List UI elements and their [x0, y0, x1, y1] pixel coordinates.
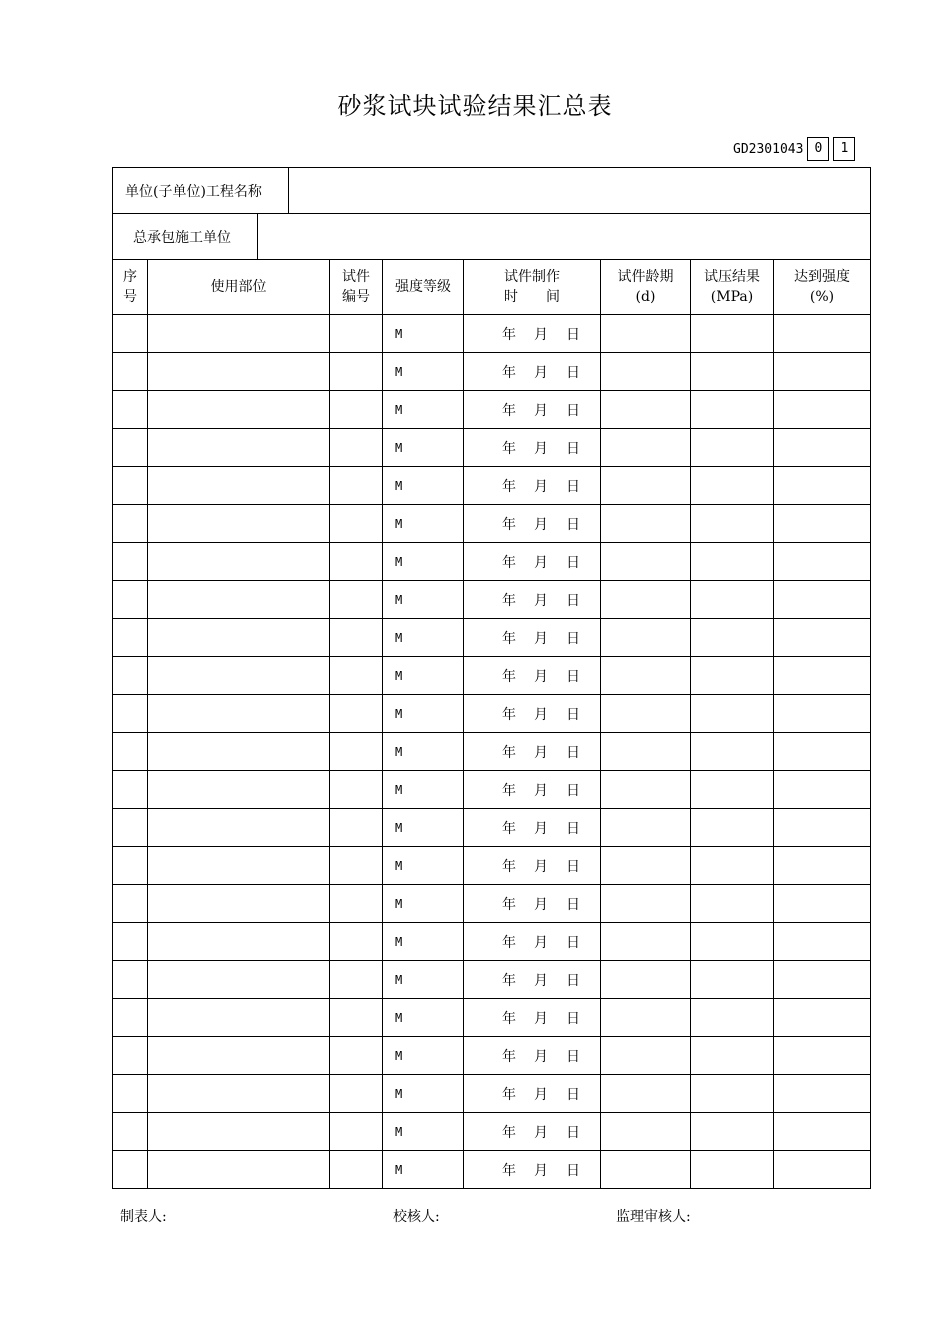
table-row	[113, 505, 871, 543]
specimen-no-cell[interactable]	[330, 619, 383, 657]
header-location: 使用部位	[148, 260, 330, 315]
location-cell[interactable]	[148, 1113, 330, 1151]
specimen-no-cell[interactable]	[330, 391, 383, 429]
age-cell[interactable]	[601, 771, 691, 809]
age-cell[interactable]	[601, 733, 691, 771]
made-date-cell[interactable]: 年 月 日	[464, 619, 601, 657]
seq-cell[interactable]	[113, 315, 148, 353]
age-cell[interactable]	[601, 847, 691, 885]
location-cell[interactable]	[148, 695, 330, 733]
result-cell[interactable]	[691, 809, 774, 847]
footer-maker: 制表人:	[120, 1209, 167, 1225]
seq-cell[interactable]	[113, 733, 148, 771]
age-cell[interactable]	[601, 353, 691, 391]
result-cell[interactable]	[691, 353, 774, 391]
made-date-cell[interactable]: 年 月 日	[464, 771, 601, 809]
location-cell[interactable]	[148, 315, 330, 353]
grade-cell[interactable]: M	[383, 1113, 464, 1151]
made-date-cell[interactable]: 年 月 日	[464, 1075, 601, 1113]
seq-cell[interactable]	[113, 1075, 148, 1113]
grade-cell[interactable]: M	[383, 391, 464, 429]
made-date-cell[interactable]: 年 月 日	[464, 1151, 601, 1189]
grade-cell[interactable]: M	[383, 543, 464, 581]
reach-cell[interactable]	[774, 391, 871, 429]
result-cell[interactable]	[691, 771, 774, 809]
grade-cell[interactable]: M	[383, 885, 464, 923]
reach-cell[interactable]	[774, 315, 871, 353]
reach-cell[interactable]	[774, 581, 871, 619]
location-cell[interactable]	[148, 1151, 330, 1189]
specimen-no-cell[interactable]	[330, 1151, 383, 1189]
result-cell[interactable]	[691, 1075, 774, 1113]
table-row	[113, 391, 871, 429]
grade-cell[interactable]: M	[383, 1037, 464, 1075]
location-cell[interactable]	[148, 771, 330, 809]
location-cell[interactable]	[148, 999, 330, 1037]
specimen-no-cell[interactable]	[330, 1113, 383, 1151]
location-cell[interactable]	[148, 809, 330, 847]
result-cell[interactable]	[691, 619, 774, 657]
age-cell[interactable]	[601, 581, 691, 619]
reach-cell[interactable]	[774, 1151, 871, 1189]
table-row	[113, 733, 871, 771]
result-cell[interactable]	[691, 999, 774, 1037]
reach-cell[interactable]	[774, 467, 871, 505]
location-cell[interactable]	[148, 391, 330, 429]
result-cell[interactable]	[691, 543, 774, 581]
specimen-no-cell[interactable]	[330, 581, 383, 619]
age-cell[interactable]	[601, 885, 691, 923]
reach-cell[interactable]	[774, 695, 871, 733]
specimen-no-cell[interactable]	[330, 1075, 383, 1113]
grade-cell[interactable]: M	[383, 657, 464, 695]
location-cell[interactable]	[148, 543, 330, 581]
location-cell[interactable]	[148, 353, 330, 391]
specimen-no-cell[interactable]	[330, 733, 383, 771]
location-cell[interactable]	[148, 429, 330, 467]
result-cell[interactable]	[691, 315, 774, 353]
reach-cell[interactable]	[774, 961, 871, 999]
reach-cell[interactable]	[774, 619, 871, 657]
age-cell[interactable]	[601, 315, 691, 353]
seq-cell[interactable]	[113, 505, 148, 543]
seq-cell[interactable]	[113, 999, 148, 1037]
seq-cell[interactable]	[113, 1151, 148, 1189]
seq-cell[interactable]	[113, 581, 148, 619]
seq-cell[interactable]	[113, 695, 148, 733]
reach-cell[interactable]	[774, 847, 871, 885]
grade-cell[interactable]: M	[383, 581, 464, 619]
grade-cell[interactable]: M	[383, 847, 464, 885]
location-cell[interactable]	[148, 619, 330, 657]
table-row	[113, 809, 871, 847]
location-cell[interactable]	[148, 1075, 330, 1113]
age-cell[interactable]	[601, 619, 691, 657]
result-cell[interactable]	[691, 581, 774, 619]
table-row	[113, 1075, 871, 1113]
made-date-cell[interactable]: 年 月 日	[464, 733, 601, 771]
specimen-no-cell[interactable]	[330, 961, 383, 999]
header-seq: 序 号	[113, 260, 148, 315]
form-code-text: GD2301043	[733, 141, 804, 157]
age-cell[interactable]	[601, 467, 691, 505]
contractor-row	[113, 214, 871, 260]
location-cell[interactable]	[148, 885, 330, 923]
specimen-no-cell[interactable]	[330, 885, 383, 923]
age-cell[interactable]	[601, 1113, 691, 1151]
contractor-label: 总承包施工单位	[113, 214, 258, 259]
location-cell[interactable]	[148, 961, 330, 999]
made-date-cell[interactable]: 年 月 日	[464, 353, 601, 391]
age-cell[interactable]	[601, 923, 691, 961]
table-row	[113, 1113, 871, 1151]
specimen-no-cell[interactable]	[330, 315, 383, 353]
made-date-cell[interactable]: 年 月 日	[464, 923, 601, 961]
seq-cell[interactable]	[113, 543, 148, 581]
reach-cell[interactable]	[774, 429, 871, 467]
project-name-label: 单位(子单位)工程名称	[113, 168, 289, 213]
seq-cell[interactable]	[113, 847, 148, 885]
seq-cell[interactable]	[113, 429, 148, 467]
form-code	[733, 137, 855, 161]
reach-cell[interactable]	[774, 1113, 871, 1151]
result-cell[interactable]	[691, 695, 774, 733]
location-cell[interactable]	[148, 657, 330, 695]
result-cell[interactable]	[691, 1113, 774, 1151]
result-cell[interactable]	[691, 657, 774, 695]
location-cell[interactable]	[148, 505, 330, 543]
seq-cell[interactable]	[113, 923, 148, 961]
result-cell[interactable]	[691, 1037, 774, 1075]
result-cell[interactable]	[691, 961, 774, 999]
age-cell[interactable]	[601, 543, 691, 581]
table-row	[113, 771, 871, 809]
specimen-no-cell[interactable]	[330, 543, 383, 581]
grade-cell[interactable]: M	[383, 961, 464, 999]
reach-cell[interactable]	[774, 923, 871, 961]
location-cell[interactable]	[148, 581, 330, 619]
grade-cell[interactable]: M	[383, 923, 464, 961]
seq-cell[interactable]	[113, 619, 148, 657]
footer-supervisor: 监理审核人:	[616, 1209, 691, 1225]
age-cell[interactable]	[601, 961, 691, 999]
table-row	[113, 961, 871, 999]
made-date-cell[interactable]: 年 月 日	[464, 1113, 601, 1151]
grade-cell[interactable]: M	[383, 467, 464, 505]
reach-cell[interactable]	[774, 353, 871, 391]
specimen-no-cell[interactable]	[330, 923, 383, 961]
reach-cell[interactable]	[774, 733, 871, 771]
age-cell[interactable]	[601, 391, 691, 429]
location-cell[interactable]	[148, 733, 330, 771]
made-date-cell[interactable]: 年 月 日	[464, 847, 601, 885]
result-cell[interactable]	[691, 885, 774, 923]
reach-cell[interactable]	[774, 809, 871, 847]
table-row	[113, 429, 871, 467]
age-cell[interactable]	[601, 657, 691, 695]
table-row	[113, 315, 871, 353]
table-row	[113, 657, 871, 695]
age-cell[interactable]	[601, 1075, 691, 1113]
made-date-cell[interactable]: 年 月 日	[464, 543, 601, 581]
table-row	[113, 999, 871, 1037]
specimen-no-cell[interactable]	[330, 847, 383, 885]
specimen-no-cell[interactable]	[330, 505, 383, 543]
reach-cell[interactable]	[774, 1037, 871, 1075]
made-date-cell[interactable]: 年 月 日	[464, 961, 601, 999]
specimen-no-cell[interactable]	[330, 999, 383, 1037]
made-date-cell[interactable]: 年 月 日	[464, 581, 601, 619]
code-box-2: 1	[833, 137, 855, 161]
made-date-cell[interactable]: 年 月 日	[464, 391, 601, 429]
specimen-no-cell[interactable]	[330, 657, 383, 695]
header-specimen-no: 试件 编号	[330, 260, 383, 315]
seq-cell[interactable]	[113, 885, 148, 923]
grade-cell[interactable]: M	[383, 353, 464, 391]
seq-cell[interactable]	[113, 353, 148, 391]
made-date-cell[interactable]: 年 月 日	[464, 809, 601, 847]
table-row	[113, 695, 871, 733]
footer-checker: 校核人:	[393, 1209, 440, 1225]
made-date-cell[interactable]: 年 月 日	[464, 315, 601, 353]
grade-cell[interactable]: M	[383, 315, 464, 353]
result-cell[interactable]	[691, 391, 774, 429]
seq-cell[interactable]	[113, 657, 148, 695]
grade-cell[interactable]: M	[383, 505, 464, 543]
grade-cell[interactable]: M	[383, 695, 464, 733]
result-cell[interactable]	[691, 733, 774, 771]
header-row	[113, 260, 871, 315]
made-date-cell[interactable]: 年 月 日	[464, 695, 601, 733]
grade-cell[interactable]: M	[383, 1075, 464, 1113]
table-row	[113, 1037, 871, 1075]
specimen-no-cell[interactable]	[330, 467, 383, 505]
table-row	[113, 619, 871, 657]
specimen-no-cell[interactable]	[330, 809, 383, 847]
age-cell[interactable]	[601, 429, 691, 467]
header-grade: 强度等级	[383, 260, 464, 315]
age-cell[interactable]	[601, 695, 691, 733]
header-reach: 达到强度 (%)	[774, 260, 871, 315]
table-row	[113, 353, 871, 391]
reach-cell[interactable]	[774, 505, 871, 543]
table-row	[113, 847, 871, 885]
table-row	[113, 581, 871, 619]
specimen-no-cell[interactable]	[330, 695, 383, 733]
contractor-field[interactable]	[258, 214, 870, 259]
table-row	[113, 923, 871, 961]
seq-cell[interactable]	[113, 1113, 148, 1151]
grade-cell[interactable]: M	[383, 733, 464, 771]
result-cell[interactable]	[691, 1151, 774, 1189]
result-cell[interactable]	[691, 429, 774, 467]
seq-cell[interactable]	[113, 467, 148, 505]
location-cell[interactable]	[148, 847, 330, 885]
summary-table	[112, 167, 871, 1189]
seq-cell[interactable]	[113, 391, 148, 429]
made-date-cell[interactable]: 年 月 日	[464, 505, 601, 543]
made-date-cell[interactable]: 年 月 日	[464, 999, 601, 1037]
age-cell[interactable]	[601, 809, 691, 847]
grade-cell[interactable]: M	[383, 429, 464, 467]
table-row	[113, 885, 871, 923]
grade-cell[interactable]: M	[383, 1151, 464, 1189]
result-cell[interactable]	[691, 847, 774, 885]
age-cell[interactable]	[601, 999, 691, 1037]
specimen-no-cell[interactable]	[330, 353, 383, 391]
location-cell[interactable]	[148, 1037, 330, 1075]
result-cell[interactable]	[691, 923, 774, 961]
made-date-cell[interactable]: 年 月 日	[464, 429, 601, 467]
specimen-no-cell[interactable]	[330, 429, 383, 467]
reach-cell[interactable]	[774, 543, 871, 581]
age-cell[interactable]	[601, 1037, 691, 1075]
reach-cell[interactable]	[774, 657, 871, 695]
seq-cell[interactable]	[113, 809, 148, 847]
footer	[0, 1206, 950, 1228]
table-row	[113, 1151, 871, 1189]
age-cell[interactable]	[601, 1151, 691, 1189]
code-box-1: 0	[807, 137, 829, 161]
header-made-time: 试件制作 时 间	[464, 260, 601, 315]
specimen-no-cell[interactable]	[330, 1037, 383, 1075]
table-row	[113, 467, 871, 505]
specimen-no-cell[interactable]	[330, 771, 383, 809]
project-name-row	[113, 168, 871, 214]
seq-cell[interactable]	[113, 771, 148, 809]
reach-cell[interactable]	[774, 999, 871, 1037]
location-cell[interactable]	[148, 923, 330, 961]
made-date-cell[interactable]: 年 月 日	[464, 1037, 601, 1075]
project-name-field[interactable]	[289, 168, 870, 213]
grade-cell[interactable]: M	[383, 809, 464, 847]
grade-cell[interactable]: M	[383, 619, 464, 657]
table-row	[113, 543, 871, 581]
grade-cell[interactable]: M	[383, 999, 464, 1037]
seq-cell[interactable]	[113, 1037, 148, 1075]
made-date-cell[interactable]: 年 月 日	[464, 657, 601, 695]
grade-cell[interactable]: M	[383, 771, 464, 809]
reach-cell[interactable]	[774, 1075, 871, 1113]
made-date-cell[interactable]: 年 月 日	[464, 467, 601, 505]
result-cell[interactable]	[691, 467, 774, 505]
header-age: 试件龄期 (d)	[601, 260, 691, 315]
age-cell[interactable]	[601, 505, 691, 543]
seq-cell[interactable]	[113, 961, 148, 999]
header-result: 试压结果 (MPa)	[691, 260, 774, 315]
location-cell[interactable]	[148, 467, 330, 505]
reach-cell[interactable]	[774, 885, 871, 923]
result-cell[interactable]	[691, 505, 774, 543]
reach-cell[interactable]	[774, 771, 871, 809]
page-title: 砂浆试块试验结果汇总表	[337, 92, 613, 120]
made-date-cell[interactable]: 年 月 日	[464, 885, 601, 923]
